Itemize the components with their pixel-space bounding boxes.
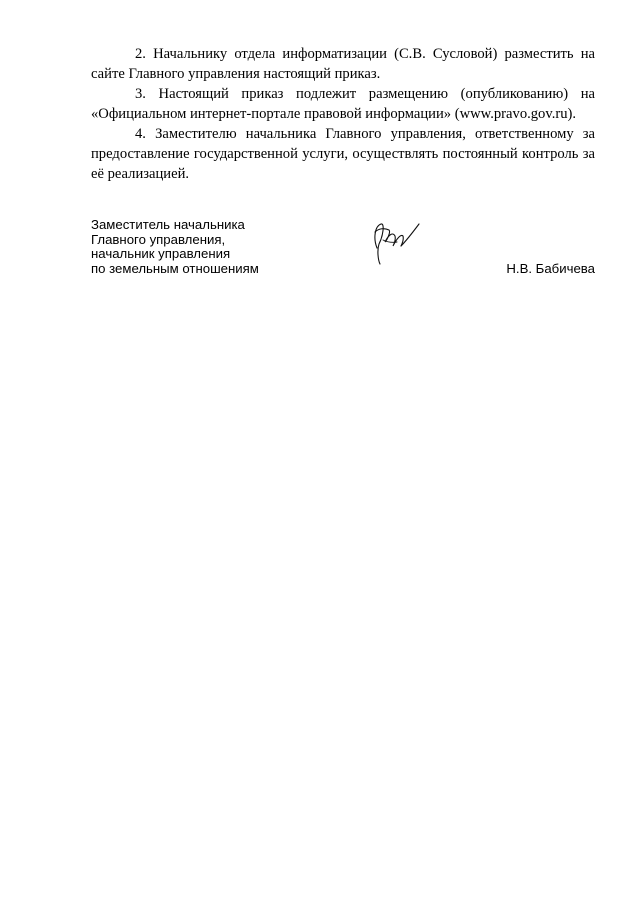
- signature-block: [91, 218, 595, 278]
- signatory-name: Н.В. Бабичева: [506, 261, 595, 276]
- signatory-title-line: Главного управления,: [91, 231, 226, 247]
- handwritten-signature: [369, 218, 421, 266]
- paragraph-item-4: 4. Заместителю начальника Главного управления, ответственному за предоставление государственной услуги, осуществлять постоянный контроль за её реализацией.: [91, 126, 595, 182]
- signatory-title-line: начальник управления: [91, 246, 231, 262]
- signatory-title: [91, 218, 259, 276]
- signatory-title-line: Заместитель начальника: [91, 217, 245, 232]
- paragraph-item-2: 2. Начальнику отдела информатизации (С.В. Сусловой) разместить на сайте Главного управления настоящий приказ.: [91, 46, 595, 82]
- signatory-title-line: по земельным отношениям: [91, 260, 259, 276]
- order-paragraphs: [91, 44, 595, 184]
- paragraph-item-3: 3. Настоящий приказ подлежит размещению (опубликованию) на «Официальном интернет-портале правовой информации» (www.pravo.gov.ru).: [91, 86, 595, 122]
